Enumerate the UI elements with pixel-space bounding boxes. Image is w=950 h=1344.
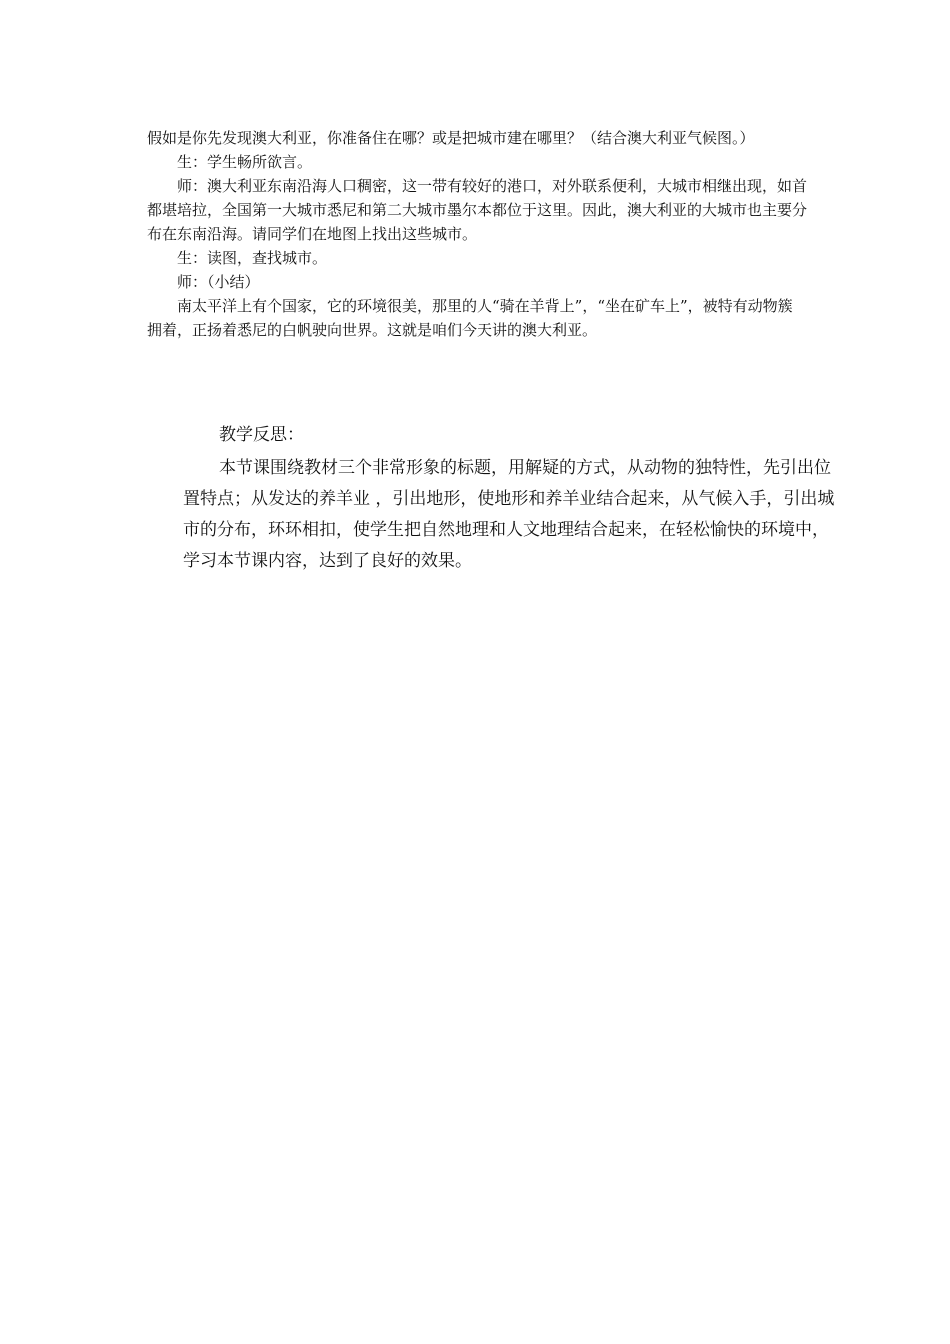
paragraph-student-task: 生：读图，查找城市。	[177, 249, 328, 267]
reflection-heading: 教学反思：	[219, 425, 304, 445]
paragraph-summary: 南太平洋上有个国家，它的环境很美，那里的人“骑在羊背上”，“坐在矿车上”，被特有动物簇拥着，正扬着悉尼的白帆驶向世界。这就是咱们今天讲的澳大利亚。	[147, 297, 793, 339]
lesson-dialogue	[147, 126, 807, 342]
paragraph-teacher-explanation: 师：澳大利亚东南沿海人口稠密，这一带有较好的港口，对外联系便利，大城市相继出现，如首都堪培拉，全国第一大城市悉尼和第二大城市墨尔本都位于这里。因此，澳大利亚的大城市也主要分布在东南沿海。请同学们在地图上找出这些城市。	[147, 177, 808, 243]
paragraph-question: 假如是你先发现澳大利亚，你准备住在哪？或是把城市建在哪里？（结合澳大利亚气候图。）	[147, 129, 755, 147]
paragraph-teacher-summary-label: 师：（小结）	[177, 273, 260, 291]
reflection-content: 本节课围绕教材三个非常形象的标题，用解疑的方式，从动物的独特性，先引出位置特点；从发达的养羊业 ，引出地形，使地形和养羊业结合起来，从气候入手，引出城市的分布，环环相扣，使学生把自然地理和人文地理结合起来，在轻松愉快的环境中，学习本节课内容，达到了良好的效果。	[183, 458, 835, 571]
paragraph-student-response: 生：学生畅所欲言。	[177, 153, 313, 171]
teaching-reflection	[183, 420, 843, 577]
